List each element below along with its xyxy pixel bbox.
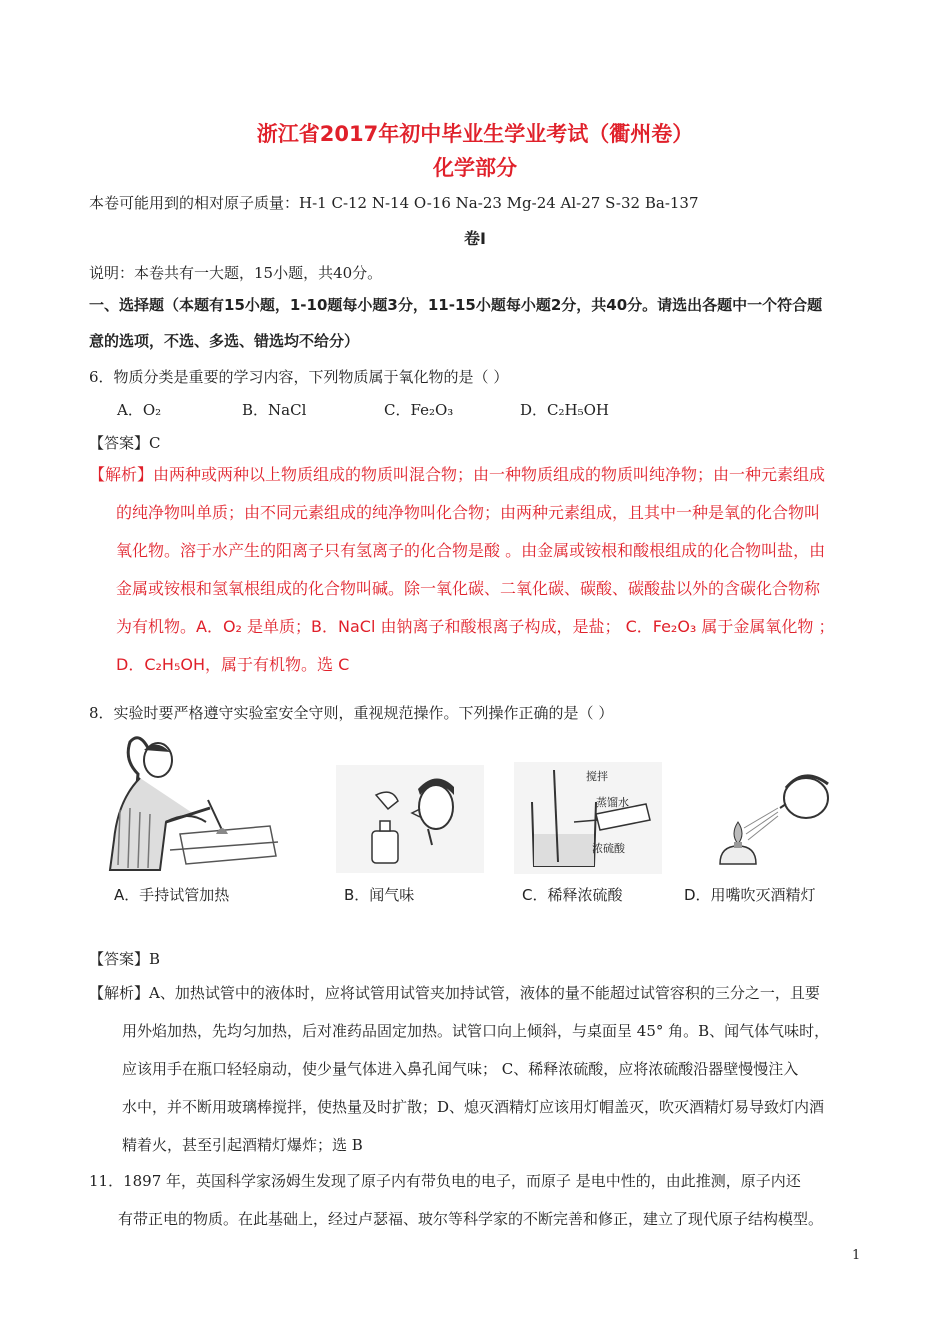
smelling-gas-icon bbox=[336, 765, 484, 873]
q6-analysis-line: 的纯净物叫单质；由不同元素组成的纯净物叫化合物；由两种元素组成，且其中一种是氧的化合物叫 bbox=[116, 503, 821, 522]
q6-analysis-line: 为有机物。A．O₂ 是单质；B．NaCl 由钠离子和酸根离子构成，是盐； C．Fe₂O₃ 属于金属氧化物 ； bbox=[116, 617, 835, 636]
figure-a bbox=[100, 730, 280, 875]
q6-option-b: B．NaCl bbox=[242, 401, 307, 419]
page-subtitle: 化学部分 bbox=[433, 156, 517, 180]
figure-d bbox=[700, 764, 850, 874]
figure-c-caption: C．稀释浓硫酸 bbox=[522, 886, 623, 904]
q8-analysis-line: 应该用手在瓶口轻轻扇动，使少量气体进入鼻孔闻气味； C、稀释浓硫酸，应将浓硫酸沿器壁慢慢注入 bbox=[122, 1060, 799, 1078]
figure-a-caption: A．手持试管加热 bbox=[114, 886, 230, 904]
blowing-lamp-icon bbox=[700, 764, 850, 874]
page-number: 1 bbox=[852, 1248, 861, 1263]
section-heading-line2: 意的选项，不选、多选、错选均不给分） bbox=[89, 332, 360, 350]
q11-line: 11．1897 年，英国科学家汤姆生发现了原子内有带负电的电子，而原子 是电中性的，由此推测，原子内还 bbox=[89, 1172, 801, 1190]
q11-line: 有带正电的物质。在此基础上，经过卢瑟福、玻尔等科学家的不断完善和修正，建立了现代原子结构模型。 bbox=[118, 1210, 824, 1228]
figure-b bbox=[336, 765, 484, 873]
q6-answer: 【答案】C bbox=[89, 434, 161, 452]
section-heading-line1: 一、选择题（本题有15小题，1-10题每小题3分，11-15小题每小题2分，共40分。请选出各题中一个符合题 bbox=[89, 296, 823, 314]
q6-analysis-line: D．C₂H₅OH，属于有机物。选 C bbox=[116, 655, 350, 674]
q6-analysis-line: 金属或铵根和氢氧根组成的化合物叫碱。除一氧化碳、二氧化碳、碳酸、碳酸盐以外的含碳化合物称 bbox=[116, 579, 821, 598]
figure-c bbox=[514, 762, 662, 874]
volume-title: 卷Ⅰ bbox=[464, 229, 486, 248]
atomic-masses: 本卷可能用到的相对原子质量：H-1 C-12 N-14 O-16 Na-23 Mg-24 Al-27 S-32 Ba-137 bbox=[89, 194, 699, 212]
q8-analysis-line: 【解析】A、加热试管中的液体时，应将试管用试管夹加持试管，液体的量不能超过试管容积的三分之一，且要 bbox=[89, 984, 820, 1002]
q6-analysis-line: 氧化物。溶于水产生的阳离子只有氢离子的化合物是酸 。由金属或铵根和酸根组成的化合物叫盐，由 bbox=[116, 541, 826, 560]
q8-stem: 8．实验时要严格遵守实验室安全守则，重视规范操作。下列操作正确的是（ ） bbox=[89, 704, 614, 722]
q6-option-a: A．O₂ bbox=[117, 401, 162, 419]
q8-analysis-line: 精着火，甚至引起酒精灯爆炸；选 B bbox=[122, 1136, 363, 1154]
heating-test-tube-icon bbox=[100, 730, 280, 875]
q8-analysis-line: 用外焰加热，先均匀加热，后对准药品固定加热。试管口向上倾斜，与桌面呈 45° 角。B、闻气体气味时， bbox=[122, 1022, 830, 1040]
page-title: 浙江省2017年初中毕业生学业考试（衢州卷） bbox=[256, 122, 694, 146]
q6-option-c: C．Fe₂O₃ bbox=[384, 401, 454, 419]
figure-b-caption: B．闻气味 bbox=[344, 886, 415, 904]
label-distilled-water: 蒸馏水 bbox=[596, 796, 629, 809]
figure-d-caption: D．用嘴吹灭酒精灯 bbox=[684, 886, 816, 904]
q6-stem: 6．物质分类是重要的学习内容，下列物质属于氧化物的是（ ） bbox=[89, 368, 509, 386]
instructions: 说明：本卷共有一大题，15小题，共40分。 bbox=[89, 264, 383, 282]
label-stir: 搅拌 bbox=[586, 770, 608, 783]
q8-analysis-line: 水中，并不断用玻璃棒搅拌，使热量及时扩散；D、熄灭酒精灯应该用灯帽盖灭，吹灭酒精灯易导致灯内酒 bbox=[122, 1098, 825, 1116]
q6-option-d: D．C₂H₅OH bbox=[520, 401, 609, 419]
label-concentrated-acid: 浓硫酸 bbox=[592, 842, 625, 855]
q6-analysis-line: 【解析】由两种或两种以上物质组成的物质叫混合物；由一种物质组成的物质叫纯净物；由一种元素组成 bbox=[89, 465, 826, 484]
q8-answer: 【答案】B bbox=[89, 950, 161, 968]
